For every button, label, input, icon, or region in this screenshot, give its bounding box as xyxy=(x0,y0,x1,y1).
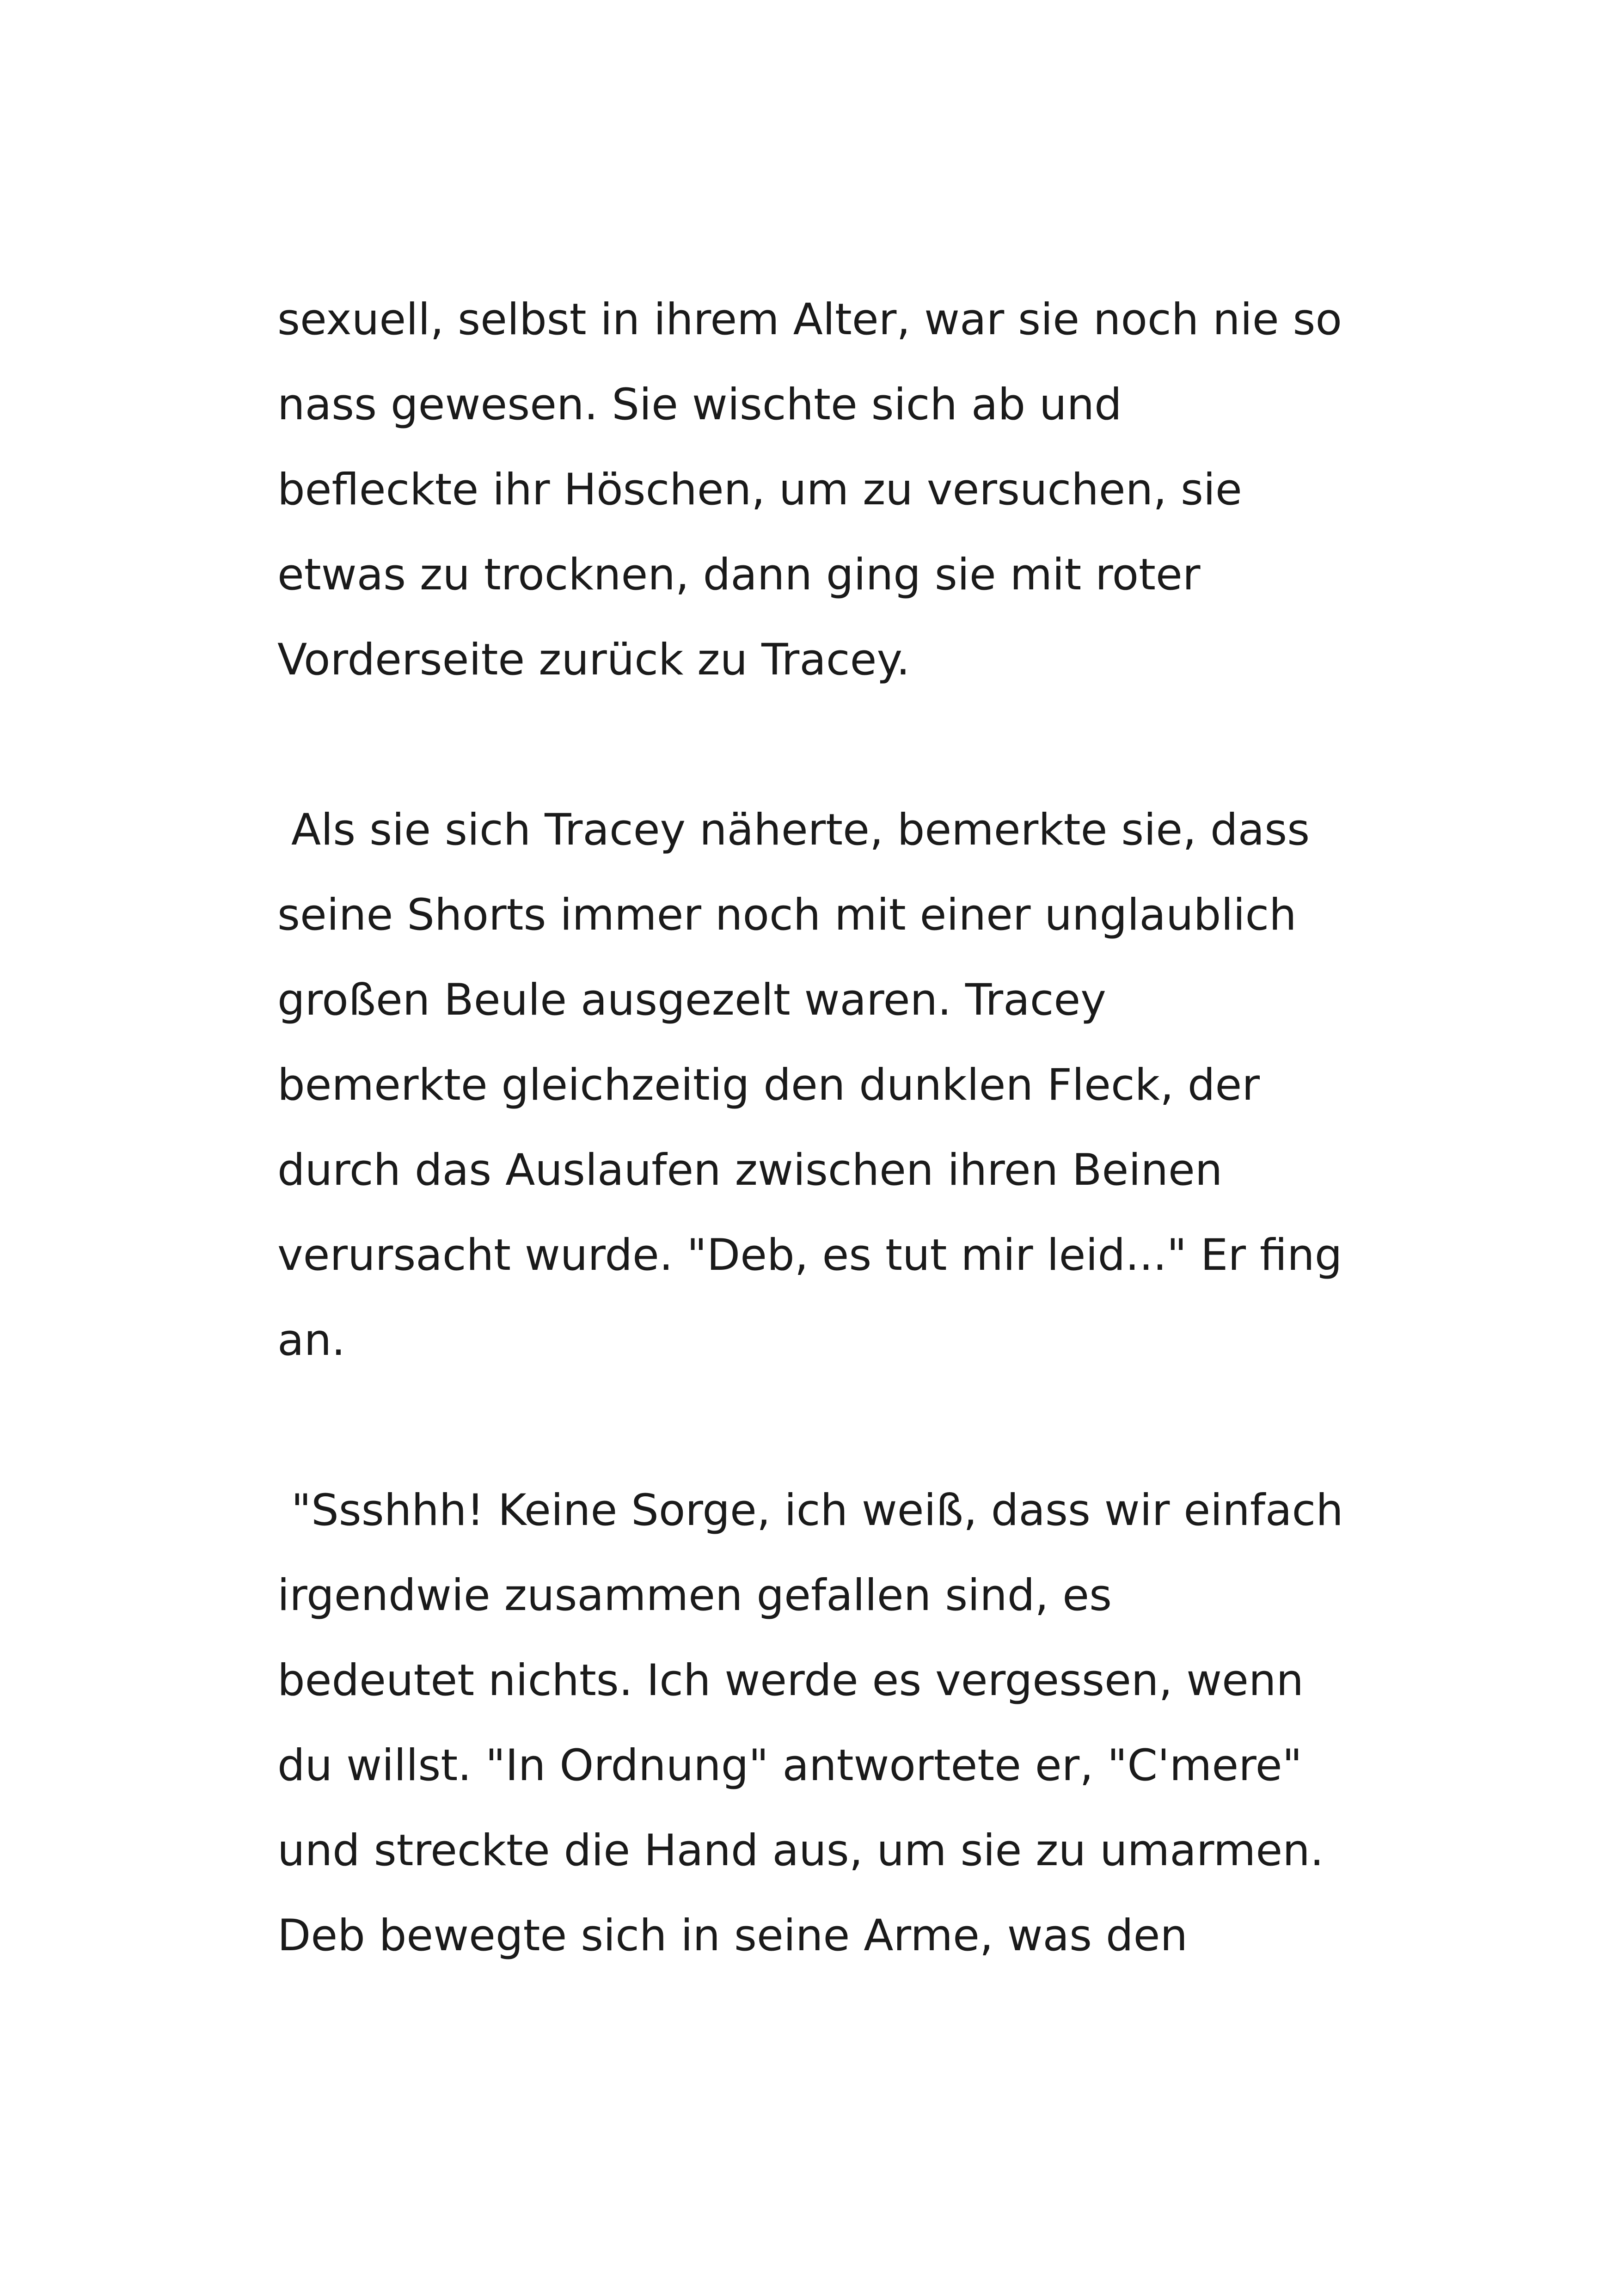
text-line: seine Shorts immer noch mit einer unglaublich xyxy=(277,890,1297,940)
text-line: sexuell, selbst in ihrem Alter, war sie noch nie so xyxy=(277,294,1342,345)
text-line: verursacht wurde. "Deb, es tut mir leid..." Er fing xyxy=(277,1230,1342,1280)
text-line: "Ssshhh! Keine Sorge, ich weiß, dass wir einfach xyxy=(277,1485,1343,1536)
paragraph-spacer xyxy=(277,703,1405,788)
text-line: an. xyxy=(277,1315,346,1365)
text-line: befleckte ihr Höschen, um zu versuchen, sie xyxy=(277,465,1242,515)
paragraph-2 xyxy=(277,788,1405,1383)
body-text xyxy=(277,277,1405,1978)
text-line: und streckte die Hand aus, um sie zu umarmen. xyxy=(277,1825,1324,1876)
text-line: nass gewesen. Sie wischte sich ab und xyxy=(277,380,1122,430)
paragraph-3 xyxy=(277,1468,1405,1978)
text-line: Vorderseite zurück zu Tracey. xyxy=(277,635,910,685)
text-line: Als sie sich Tracey näherte, bemerkte sie, dass xyxy=(277,805,1310,855)
text-line: etwas zu trocknen, dann ging sie mit roter xyxy=(277,550,1201,600)
text-line: bedeutet nichts. Ich werde es vergessen, wenn xyxy=(277,1655,1304,1706)
paragraph-1 xyxy=(277,277,1405,703)
text-line: irgendwie zusammen gefallen sind, es xyxy=(277,1570,1112,1621)
text-line: du willst. "In Ordnung" antwortete er, "C'mere" xyxy=(277,1740,1302,1791)
paragraph-spacer xyxy=(277,1383,1405,1468)
text-line: Deb bewegte sich in seine Arme, was den xyxy=(277,1910,1188,1961)
text-line: bemerkte gleichzeitig den dunklen Fleck, der xyxy=(277,1060,1260,1110)
text-line: großen Beule ausgezelt waren. Tracey xyxy=(277,975,1106,1025)
text-line: durch das Auslaufen zwischen ihren Beinen xyxy=(277,1145,1223,1195)
